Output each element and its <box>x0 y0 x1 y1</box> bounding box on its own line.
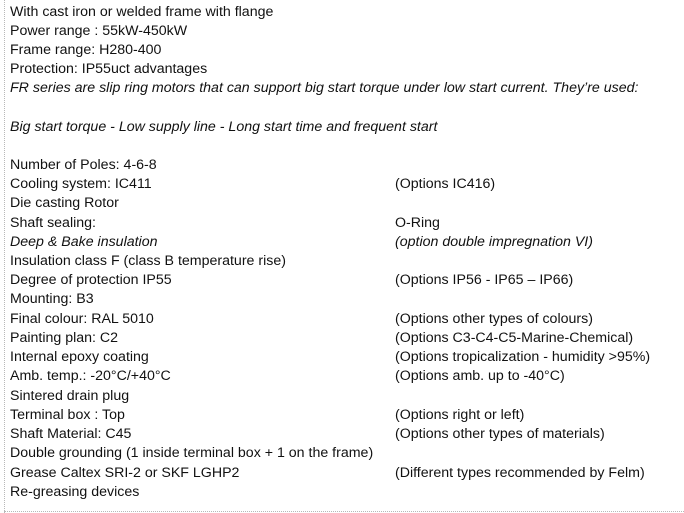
spec-option-colour: (Options other types of colours) <box>395 311 593 327</box>
spec-option-shaft-material: (Options other types of materials) <box>395 426 605 442</box>
spec-option-cooling: (Options IC416) <box>395 176 496 192</box>
spec-label-shaft-material: Shaft Material: C45 <box>10 426 132 442</box>
intro-power-range: Power range : 55kW-450kW <box>10 23 188 39</box>
spec-label-epoxy: Internal epoxy coating <box>10 349 149 365</box>
spec-option-painting: (Options C3-C4-C5-Marine-Chemical) <box>395 330 634 346</box>
spec-option-shaft-sealing: O-Ring <box>395 215 440 231</box>
spec-label-amb-temp: Amb. temp.: -20°C/+40°C <box>10 368 171 384</box>
spec-label-rotor: Die casting Rotor <box>10 195 119 211</box>
intro-protection: Protection: IP55uct advantages <box>10 61 208 77</box>
spec-label-regreasing: Re-greasing devices <box>10 484 140 500</box>
intro-use-cases: Big start torque - Low supply line - Long start time and frequent start <box>10 119 438 135</box>
spec-label-insulation-bake: Deep & Bake insulation <box>10 234 158 250</box>
bottom-margin-rule <box>4 511 684 512</box>
spec-label-grounding: Double grounding (1 inside terminal box + 1 on the frame) <box>10 445 374 461</box>
spec-label-grease: Grease Caltex SRI-2 or SKF LGHP2 <box>10 465 240 481</box>
spec-option-terminal-box: (Options right or left) <box>395 407 525 423</box>
left-margin-rule <box>4 0 5 513</box>
spec-label-poles: Number of Poles: 4-6-8 <box>10 157 157 173</box>
spec-label-cooling: Cooling system: IC411 <box>10 176 152 192</box>
spec-label-mounting: Mounting: B3 <box>10 291 94 307</box>
intro-frame-range: Frame range: H280-400 <box>10 42 162 58</box>
spec-option-protection: (Options IP56 - IP65 – IP66) <box>395 272 574 288</box>
intro-frame-text: With cast iron or welded frame with flange <box>10 4 274 20</box>
spec-label-colour: Final colour: RAL 5010 <box>10 311 154 327</box>
spec-label-painting: Painting plan: C2 <box>10 330 119 346</box>
spec-option-grease: (Different types recommended by Felm) <box>395 465 645 481</box>
spec-option-amb-temp: (Options amb. up to -40°C) <box>395 368 565 384</box>
intro-fr-series: FR series are slip ring motors that can support big start torque under low start current. They’re used: <box>10 80 639 96</box>
spec-option-epoxy: (Options tropicalization - humidity >95%) <box>395 349 651 365</box>
spec-label-shaft-sealing: Shaft sealing: <box>10 215 96 231</box>
spec-option-insulation-bake: (option double impregnation VI) <box>395 234 593 250</box>
spec-label-terminal-box: Terminal box : Top <box>10 407 125 423</box>
spec-label-insulation-class: Insulation class F (class B temperature rise) <box>10 253 286 269</box>
spec-label-drain-plug: Sintered drain plug <box>10 388 130 404</box>
spec-label-protection: Degree of protection IP55 <box>10 272 172 288</box>
